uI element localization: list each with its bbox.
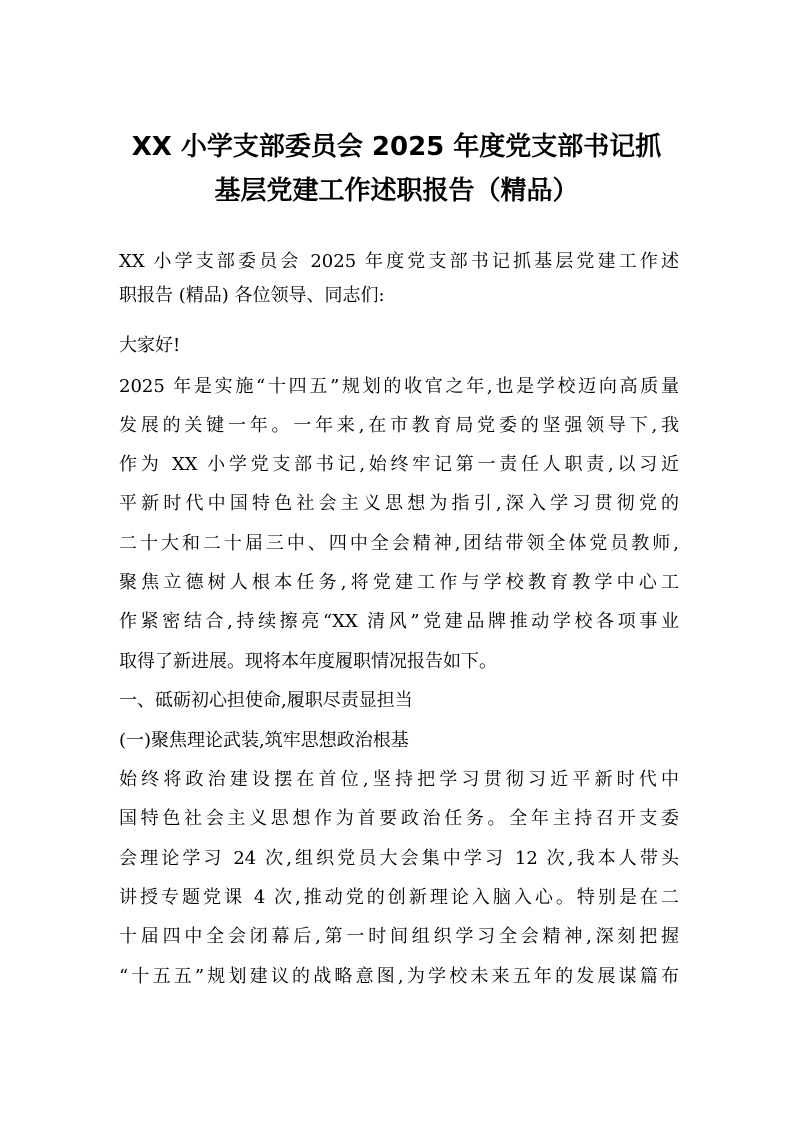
body-line-19: “十五五”规划建议的战略意图,为学校未来五年的发展谋篇布: [119, 966, 679, 987]
body-line-5: 发展的关键一年。一年来,在市教育局党委的坚强领导下,我: [119, 415, 679, 436]
body-line-4: 2025 年是实施“十四五”规划的收官之年,也是学校迈向高质量: [119, 376, 679, 397]
body-line-11: 取得了新进展。现将本年度履职情况报告如下。: [119, 651, 497, 672]
document-title-line-1: XX 小学支部委员会 2025 年度党支部书记抓: [131, 132, 662, 162]
body-line-15: 国特色社会主义思想作为首要政治任务。全年主持召开支委: [119, 808, 679, 829]
section-heading-1: 一、砥砺初心担使命,履职尽责显担当: [119, 690, 413, 711]
body-line-7: 平新时代中国特色社会主义思想为指引,深入学习贯彻党的: [119, 493, 679, 514]
body-line-14: 始终将政治建设摆在首位,坚持把学习贯彻习近平新时代中: [119, 769, 679, 790]
body-line-17: 讲授专题党课 4 次,推动党的创新理论入脑入心。特别是在二: [119, 887, 679, 908]
body-line-9: 聚焦立德树人根本任务,将党建工作与学校教育教学中心工: [119, 572, 679, 593]
body-line-10: 作紧密结合,持续擦亮“XX 清风”党建品牌推动学校各项事业: [119, 611, 679, 632]
body-line-16: 会理论学习 24 次,组织党员大会集中学习 12 次,我本人带头: [119, 848, 679, 869]
greeting-line: 大家好!: [119, 335, 181, 356]
subsection-heading-1: (一)聚焦理论武装,筑牢思想政治根基: [119, 730, 409, 751]
body-line-8: 二十大和二十届三中、四中全会精神,团结带领全体党员教师,: [119, 533, 679, 554]
body-line-6: 作为 XX 小学党支部书记,始终牢记第一责任人职责,以习近: [119, 454, 679, 475]
body-line-2: 职报告 (精品) 各位领导、同志们:: [119, 285, 385, 306]
body-line-18: 十届四中全会闭幕后,第一时间组织学习全会精神,深刻把握: [119, 926, 679, 947]
body-line-1: XX 小学支部委员会 2025 年度党支部书记抓基层党建工作述: [119, 251, 679, 272]
document-title-line-2: 基层党建工作述职报告（精品）: [214, 176, 579, 206]
